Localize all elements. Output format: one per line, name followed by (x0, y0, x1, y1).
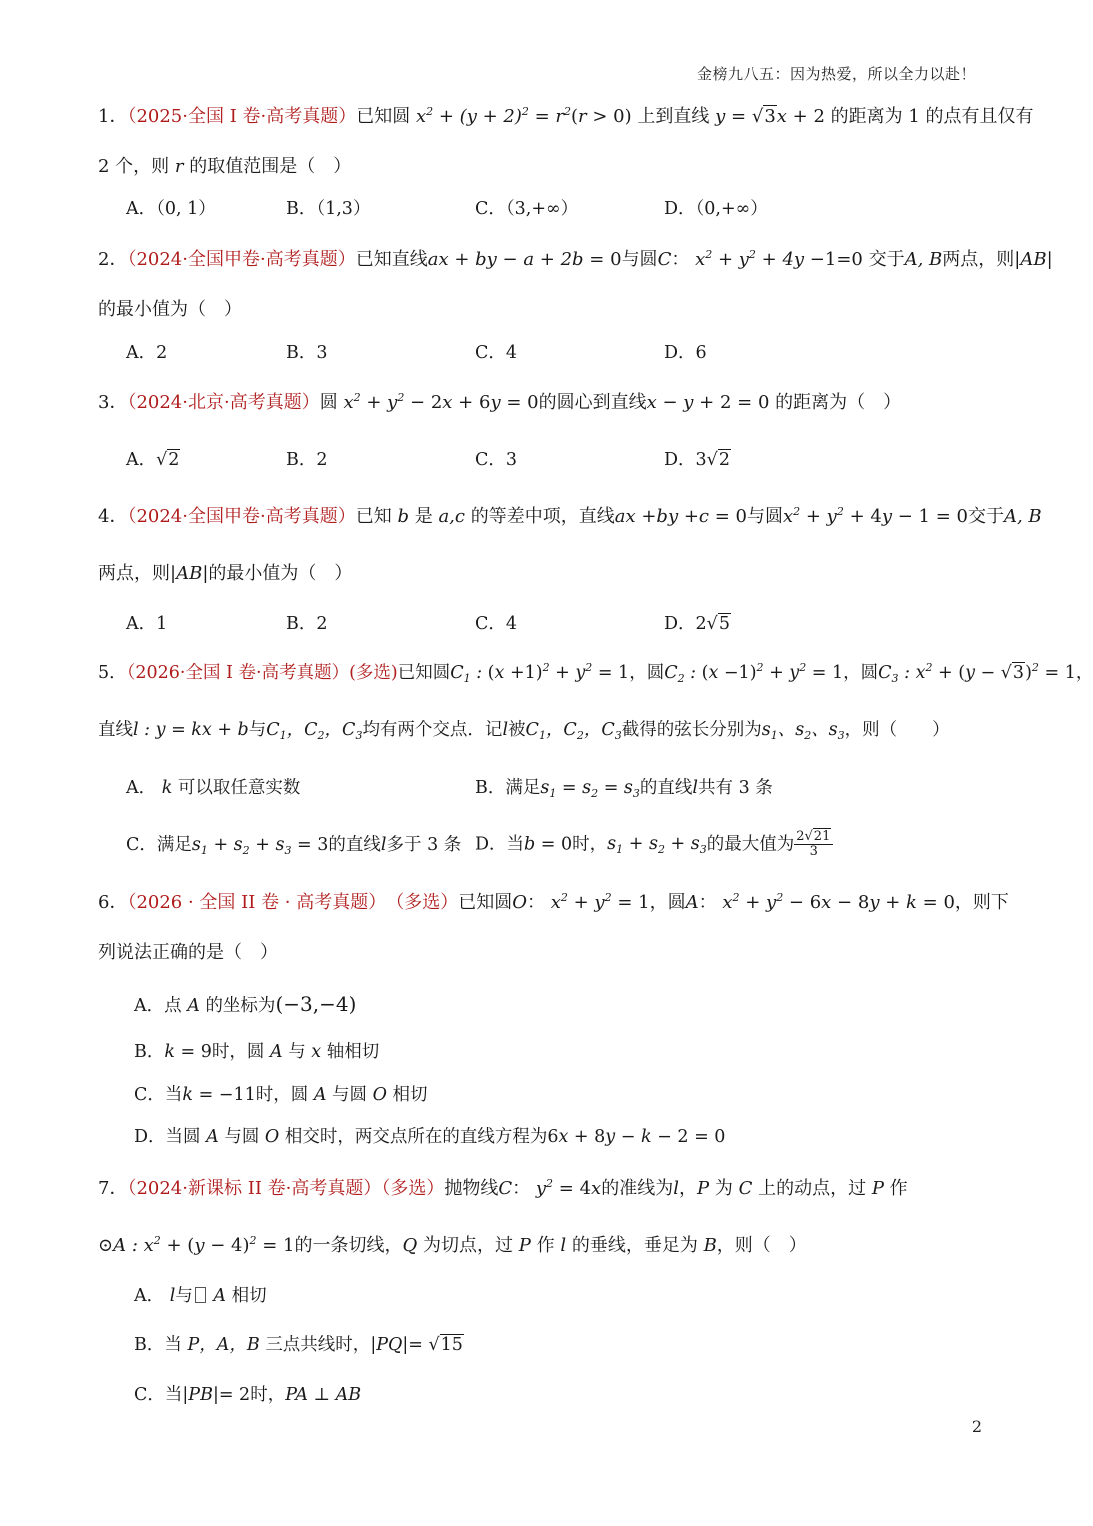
question-source: （2024·北京·高考真题） (127, 392, 320, 413)
option-label: A． (126, 778, 157, 798)
q5-option-a[interactable] (126, 780, 300, 798)
math: A (213, 1286, 227, 1306)
option-text: 时，圆 (255, 1085, 309, 1105)
text: 为切点，过 (423, 1235, 513, 1256)
option-text: 与 (288, 1042, 306, 1062)
math: a,c (438, 506, 465, 527)
math: A (206, 1127, 219, 1147)
math: |AB| (170, 563, 209, 584)
math: $C_1$ : $(x +1)^2 + y^2 = 1$ (450, 661, 630, 685)
text: 为 (714, 1178, 733, 1199)
option-text: 时，圆 (211, 1042, 265, 1062)
math: $C_1$，$C_2$，$C_3$ (525, 720, 622, 742)
question-source: （2026·全国 I 卷·高考真题）(多选) (126, 663, 398, 683)
text: 已知圆 (356, 106, 411, 127)
option-label: C．当 (134, 1085, 183, 1105)
missing-glyph-box (195, 1287, 206, 1303)
question-source: （2024·新课标 II 卷·高考真题）（多选） (127, 1178, 445, 1199)
option-text: 与圆 (224, 1127, 260, 1147)
text: ，则（ ） (716, 1235, 807, 1256)
text: ，圆 (843, 663, 879, 683)
math: k = 9 (164, 1042, 212, 1062)
math: A (313, 1085, 327, 1105)
text: 已知直线 (355, 249, 428, 270)
math: b = 0 (524, 834, 573, 855)
option-text: 的最大值为 (706, 834, 795, 855)
q4-option-c[interactable]: C．4 (475, 614, 518, 634)
math: C (738, 1178, 753, 1199)
math: $C_1$，$C_2$，$C_3$ (266, 720, 363, 742)
math: C： $y^2 = 4x$ (498, 1177, 602, 1199)
option-label: B． (134, 1042, 165, 1062)
math: $x^2 + y^2 - 2x + 6y = 0$ (343, 391, 539, 413)
question-7-line-1 (98, 1177, 908, 1199)
q4-option-d[interactable]: D．2√5 (664, 614, 730, 634)
math: $s_1 = s_2 = s_3$ (540, 778, 640, 800)
question-2-line-2 (98, 301, 242, 319)
fraction: $\frac{2√21}{3}$ (794, 830, 833, 860)
text: 交于 (868, 249, 905, 270)
math: A, B (1003, 506, 1042, 527)
option-label: D．当圆 (134, 1127, 201, 1147)
question-number: 3． (98, 392, 128, 413)
option-label: A．点 (134, 996, 182, 1016)
option-text: 相切 (231, 1286, 267, 1306)
q1-option-d[interactable]: D．（0,+∞） (664, 199, 768, 219)
math: b (397, 506, 409, 527)
text: 的垂线，垂足为 (571, 1235, 698, 1256)
option-text: 与圆 (332, 1085, 368, 1105)
math: l (673, 1178, 679, 1199)
question-2-line-1 (98, 248, 1053, 270)
option-text: 三点共线时， (265, 1335, 371, 1355)
question-source: （2025·全国 I 卷·高考真题） (127, 106, 357, 127)
text: 与圆 (746, 506, 783, 527)
math: l (502, 720, 509, 740)
math: O (372, 1085, 387, 1105)
math: O (264, 1127, 280, 1147)
question-source: （2024·全国甲卷·高考真题） (127, 249, 356, 270)
q1-option-c[interactable]: C．（3,+∞） (475, 199, 579, 219)
math: k = −11 (182, 1085, 256, 1105)
option-text: 共有 3 条 (698, 778, 773, 798)
math: x (311, 1042, 322, 1062)
math: $x^2 + y^2 + 4y - 1 = 0$ (782, 505, 968, 527)
text: 抛物线 (444, 1178, 499, 1199)
option-text: 轴相切 (326, 1042, 380, 1062)
text: 上到直线 (637, 106, 710, 127)
text: 的距离为 1 的点有且仅有 (830, 106, 1034, 127)
text: 上的动点，过 (758, 1178, 867, 1199)
question-1-line-1 (98, 105, 1034, 127)
question-4-line-1 (98, 505, 1042, 527)
math: C： $x^2 + y^2 + 4y -1=0$ (657, 248, 863, 270)
q6-option-d[interactable] (134, 1129, 725, 1147)
q7-option-b[interactable] (134, 1337, 464, 1355)
text: ，圆 (629, 663, 665, 683)
text: 的最小值为（ ） (208, 563, 353, 584)
option-label: D． (664, 614, 696, 634)
text: 直线 (98, 720, 133, 740)
math: B (703, 1235, 717, 1256)
q6-option-c[interactable] (134, 1087, 428, 1105)
question-source: （2026 · 全国 II 卷 · 高考真题） （多选） (127, 892, 459, 913)
text: 作 (889, 1178, 908, 1199)
question-5-line-2 (98, 722, 950, 740)
math: ax +by +c = 0 (614, 506, 747, 527)
q2-option-b[interactable]: B．3 (286, 343, 328, 363)
page-number: 2 (971, 1417, 982, 1436)
text: 列说法正确的是（ ） (98, 942, 278, 963)
math: A (270, 1042, 283, 1062)
math: O： $x^2 + y^2 = 1$ (512, 891, 650, 913)
text: 被 (508, 720, 526, 740)
question-5-line-1: 5．（2026·全国 I 卷·高考真题）(多选)已知圆$C_1$ : $(x +1)^2 + y^2 = 1$，圆$C_2$ : $(x -1)^2 + y^2 = 1$，圆$C_3$ : $x^2 + (y - √3)^2 = 1$， (98, 661, 1093, 685)
math: y = √3x + 2 (715, 106, 825, 127)
question-number: 6． (98, 892, 128, 913)
math: |PB|= 2 (182, 1385, 251, 1405)
q3-option-b[interactable]: B．2 (286, 450, 328, 470)
option-label: A． (126, 450, 157, 470)
math: $x^2 + (y + 2)^2 = r^2(r > 0)$ (416, 105, 632, 127)
option-text: 的坐标为 (205, 996, 276, 1016)
option-label: B．满足 (475, 778, 541, 798)
q4-option-a[interactable]: A．1 (126, 614, 168, 634)
math: P，A，B (187, 1335, 260, 1355)
option-text: 时， (250, 1385, 286, 1405)
math: x − y + 2 = 0 (646, 392, 770, 413)
q3-option-a[interactable]: A．√2 (126, 450, 180, 470)
text: 圆 (319, 392, 338, 413)
text: 的准线为 (601, 1178, 674, 1199)
q6-option-b[interactable] (134, 1044, 379, 1062)
text: 的圆心到直线 (538, 392, 647, 413)
option-label: D．当 (475, 834, 525, 855)
text: 两点，则 (942, 249, 1015, 270)
text: 2 个，则 (98, 156, 170, 177)
math: A (187, 996, 200, 1016)
text: 的一条切线， (294, 1235, 403, 1256)
text: 与 (248, 720, 267, 740)
q3-option-c[interactable]: C．3 (475, 450, 518, 470)
q1-option-b[interactable]: B．（1,3） (286, 199, 371, 219)
math: (−3,−4) (275, 992, 357, 1016)
page-header: 金榜九八五：因为热爱，所以全力以赴！ (696, 65, 976, 83)
text: 截得的弦长分别为 (621, 720, 762, 740)
text: 的最小值为（ ） (98, 299, 242, 320)
option-label: C．当 (134, 1385, 183, 1405)
text: 作 (536, 1235, 555, 1256)
option-text: 相切 (392, 1085, 428, 1105)
question-7-line-2 (98, 1234, 807, 1256)
math: PA ⊥ AB (285, 1385, 362, 1405)
math: l : y = kx + b (133, 720, 249, 740)
q7-option-c[interactable] (134, 1387, 361, 1405)
text: ，圆 (649, 892, 686, 913)
text: 两点，则 (98, 563, 170, 584)
math: l (380, 835, 387, 855)
text: 与圆 (621, 249, 658, 270)
text: 的取值范围是（ ） (189, 156, 352, 177)
text: 已知圆 (458, 892, 513, 913)
option-text: 可以取任意实数 (177, 778, 301, 798)
text: 均有两个交点．记 (362, 720, 503, 740)
question-number: 7． (98, 1178, 128, 1199)
text: 的距离为（ ） (775, 392, 902, 413)
math: ax + by − a + 2b = 0 (427, 249, 622, 270)
option-text: 时， (572, 834, 608, 855)
math: $s_1 + s_2 + s_3 = 3$ (191, 835, 329, 857)
q2-option-a[interactable]: A．2 (126, 343, 168, 363)
q6-option-a[interactable] (134, 994, 356, 1016)
option-label: A． (134, 1286, 165, 1306)
question-number: 5． (98, 663, 127, 683)
question-number: 1． (98, 106, 128, 127)
option-text: 的直线 (639, 778, 693, 798)
question-6-line-2 (98, 944, 278, 962)
text: 的等差中项，直线 (470, 506, 615, 527)
option-text: 与 (175, 1286, 193, 1306)
math: $s_1$、$s_2$、$s_3$ (761, 720, 845, 742)
q5-option-d[interactable] (475, 830, 833, 860)
option-label: B．当 (134, 1335, 182, 1355)
question-number: 2． (98, 249, 128, 270)
q5-option-b[interactable] (475, 780, 773, 798)
math: 6x + 8y − k − 2 = 0 (547, 1127, 726, 1147)
option-text: 相交时，两交点所在的直线方程为 (284, 1127, 548, 1147)
text: 已知 (355, 506, 392, 527)
question-6-line-1 (98, 891, 1009, 913)
math: $C_3$ : $x^2 + (y - √3)^2 = 1$ (878, 661, 1076, 685)
text: 已知圆 (397, 663, 451, 683)
math: P (871, 1178, 884, 1199)
text: 是 (414, 506, 433, 527)
math: |AB| (1014, 249, 1053, 270)
math: l (169, 1286, 176, 1306)
math: $C_2$ : $(x -1)^2 + y^2 = 1$ (664, 661, 844, 685)
question-number: 4． (98, 506, 128, 527)
q4-option-b[interactable]: B．2 (286, 614, 328, 634)
math: Q (402, 1235, 418, 1256)
q2-option-d[interactable]: D．6 (664, 343, 707, 363)
option-text: 的直线 (328, 835, 381, 855)
math: |PQ|= √15 (370, 1335, 463, 1355)
text: ，则（ ） (844, 720, 950, 740)
math: l (692, 778, 699, 798)
question-3-line-1 (98, 391, 902, 413)
math: P (518, 1235, 531, 1256)
q1-option-a[interactable]: A．（0, 1） (126, 199, 216, 219)
question-1-line-2 (98, 158, 351, 176)
option-text: 多于 3 条 (386, 835, 462, 855)
math: A： $x^2 + y^2 - 6x - 8y + k = 0$ (685, 891, 955, 913)
text: ， (678, 1178, 697, 1199)
option-label: C．满足 (126, 835, 192, 855)
math: ⊙A : $x^2 + (y - 4)^2 = 1$ (98, 1234, 295, 1256)
q3-option-d[interactable]: D．3√2 (664, 450, 730, 470)
question-4-line-2 (98, 565, 352, 583)
math: P (696, 1178, 710, 1199)
q7-option-a[interactable] (134, 1287, 267, 1306)
math: r (174, 156, 184, 177)
question-source: （2024·全国甲卷·高考真题） (127, 506, 356, 527)
option-label: D． (664, 450, 696, 470)
math: A, B (904, 249, 943, 270)
math: k (161, 778, 173, 798)
q2-option-c[interactable]: C．4 (475, 343, 518, 363)
text: 交于 (967, 506, 1004, 527)
math: l (560, 1235, 567, 1256)
text: ，则下 (954, 892, 1009, 913)
math: $s_1 + s_2 + s_3$ (607, 834, 707, 857)
q5-option-c[interactable] (126, 837, 461, 855)
